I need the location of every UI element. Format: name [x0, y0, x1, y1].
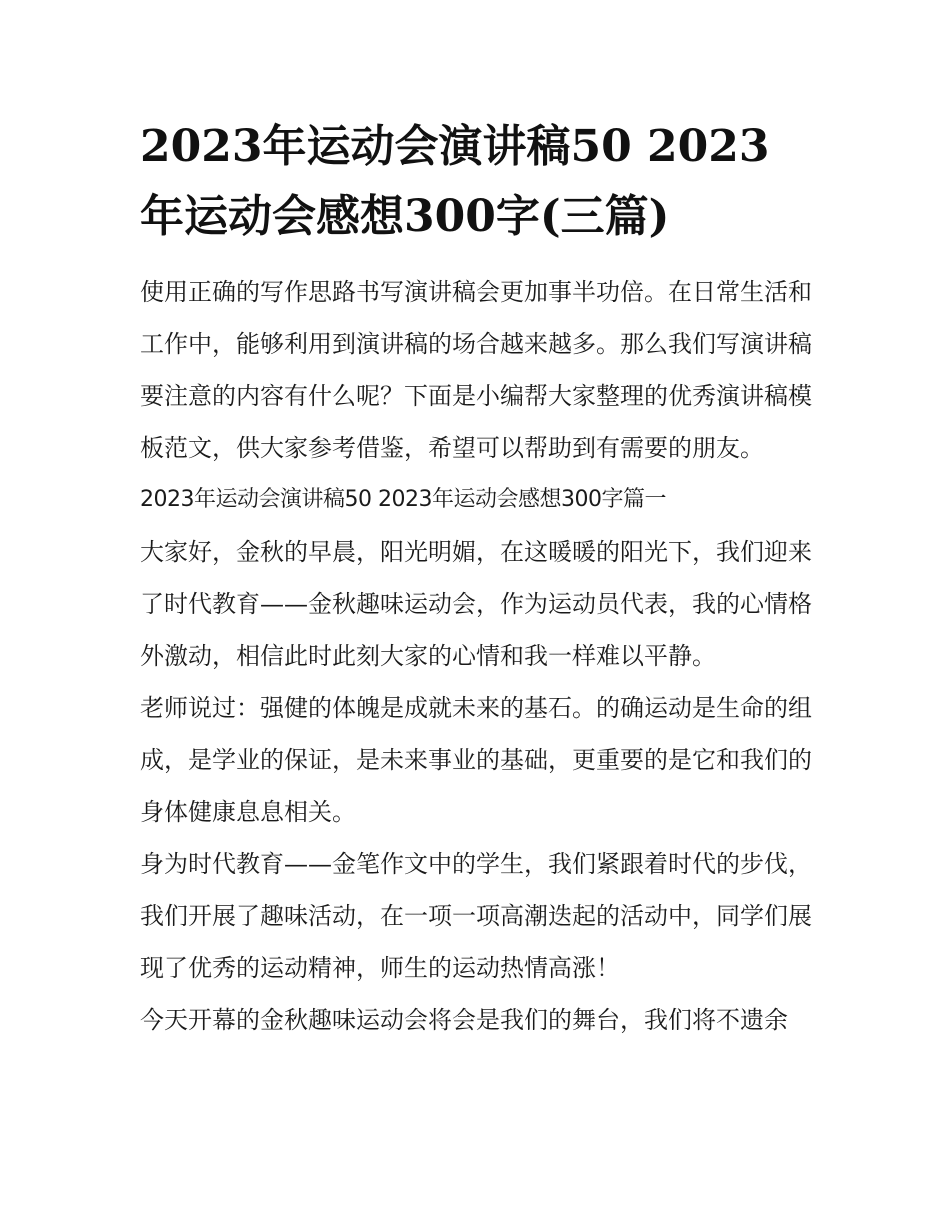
section-heading: 2023年运动会演讲稿50 2023年运动会感想300字篇一: [140, 487, 666, 512]
body-paragraph-4: 今天开幕的金秋趣味运动会将会是我们的舞台，我们将不遗余: [140, 1006, 788, 1034]
document-title: 2023年运动会演讲稿50 2023年运动会感想300字(三篇): [140, 121, 770, 242]
body-paragraph-1: 大家好，金秋的早晨，阳光明媚，在这暖暖的阳光下，我们迎来了时代教育——金秋趣味运动会，作为运动员代表，我的心情格外激动，相信此时此刻大家的心情和我一样难以平静。: [140, 538, 812, 670]
document-page: [140, 112, 812, 1046]
body-paragraph-3: 身为时代教育——金笔作文中的学生，我们紧跟着时代的步伐，我们开展了趣味活动，在一项一项高潮迭起的活动中，同学们展现了优秀的运动精神，师生的运动热情高涨！: [140, 850, 812, 982]
intro-paragraph: 使用正确的写作思路书写演讲稿会更加事半功倍。在日常生活和工作中，能够利用到演讲稿的场合越来越多。那么我们写演讲稿要注意的内容有什么呢？下面是小编帮大家整理的优秀演讲稿模板范文，供大家参考借鉴，希望可以帮助到有需要的朋友。: [140, 278, 812, 462]
body-paragraph-2: 老师说过：强健的体魄是成就未来的基石。的确运动是生命的组成，是学业的保证，是未来事业的基础，更重要的是它和我们的身体健康息息相关。: [140, 694, 812, 826]
